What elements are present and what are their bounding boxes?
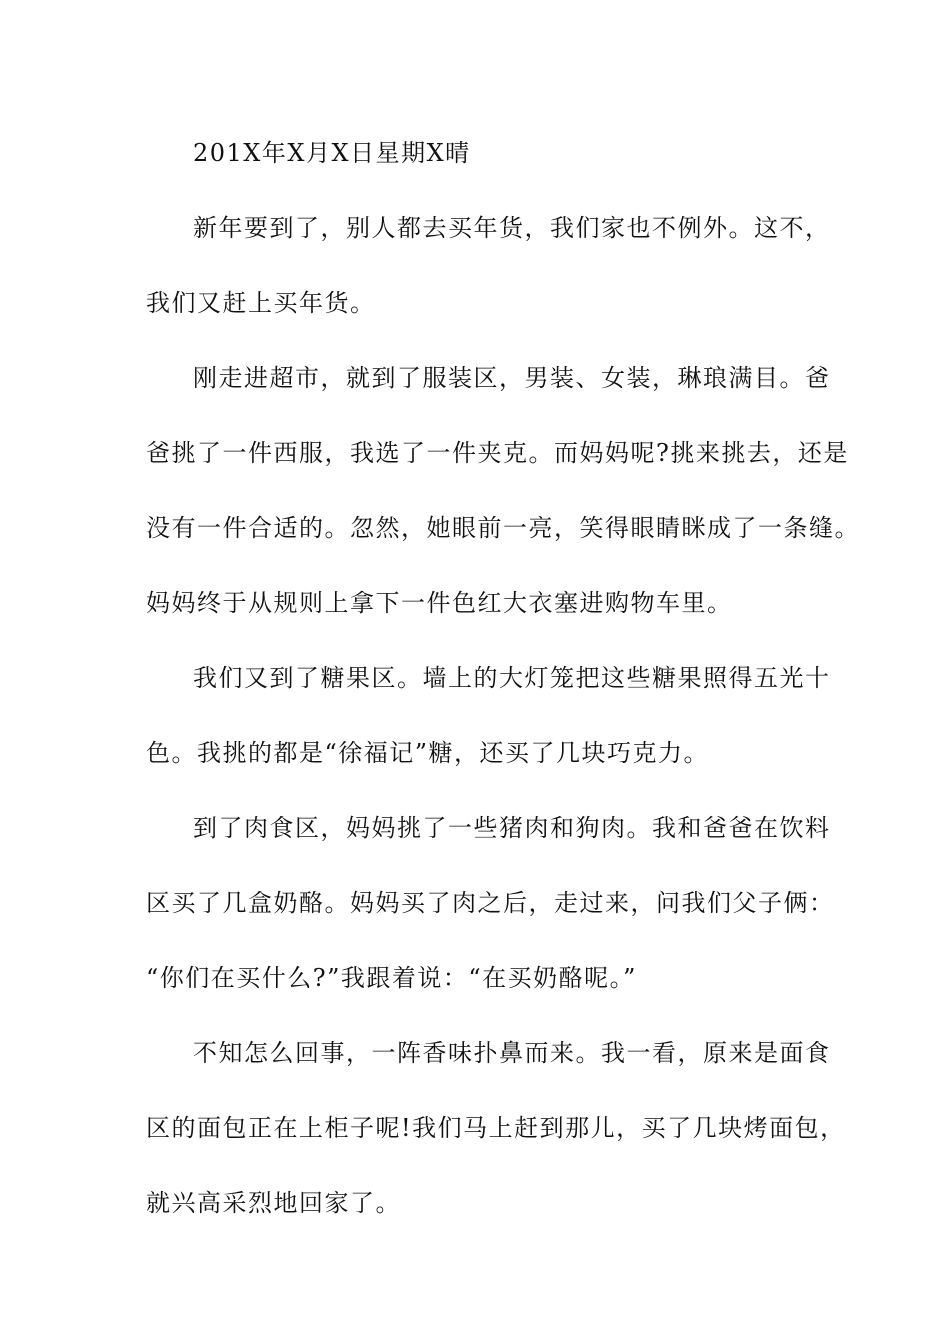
paragraph-line: 区买了几盒奶酪。妈妈买了肉之后，走过来，问我们父子俩： bbox=[146, 889, 835, 917]
paragraph-line: “你们在买什么?”我跟着说：“在买奶酪呢。” bbox=[146, 964, 637, 992]
paragraph-line: 我们又赶上买年货。 bbox=[146, 289, 376, 317]
date-line: 201X年X月X日星期X晴 bbox=[193, 139, 471, 167]
paragraph-line: 没有一件合适的。忽然，她眼前一亮，笑得眼睛眯成了一条缝。 bbox=[146, 514, 860, 542]
paragraph-line: 不知怎么回事，一阵香味扑鼻而来。我一看，原来是面食 bbox=[193, 1039, 831, 1067]
paragraph-line: 新年要到了，别人都去买年货，我们家也不例外。这不， bbox=[193, 214, 831, 242]
paragraph-line: 到了肉食区，妈妈挑了一些猪肉和狗肉。我和爸爸在饮料 bbox=[193, 814, 831, 842]
paragraph-line: 色。我挑的都是“徐福记”糖，还买了几块巧克力。 bbox=[146, 739, 710, 767]
paragraph-line: 就兴高采烈地回家了。 bbox=[146, 1189, 401, 1217]
paragraph-line: 我们又到了糖果区。墙上的大灯笼把这些糖果照得五光十 bbox=[193, 664, 831, 692]
paragraph-line: 区的面包正在上柜子呢!我们马上赶到那儿，买了几块烤面包， bbox=[146, 1114, 846, 1142]
paragraph-line: 爸挑了一件西服，我选了一件夹克。而妈妈呢?挑来挑去，还是 bbox=[146, 439, 849, 467]
paragraph-line: 妈妈终于从规则上拿下一件色红大衣塞进购物车里。 bbox=[146, 589, 733, 617]
paragraph-line: 刚走进超市，就到了服装区，男装、女装，琳琅满目。爸 bbox=[193, 364, 831, 392]
